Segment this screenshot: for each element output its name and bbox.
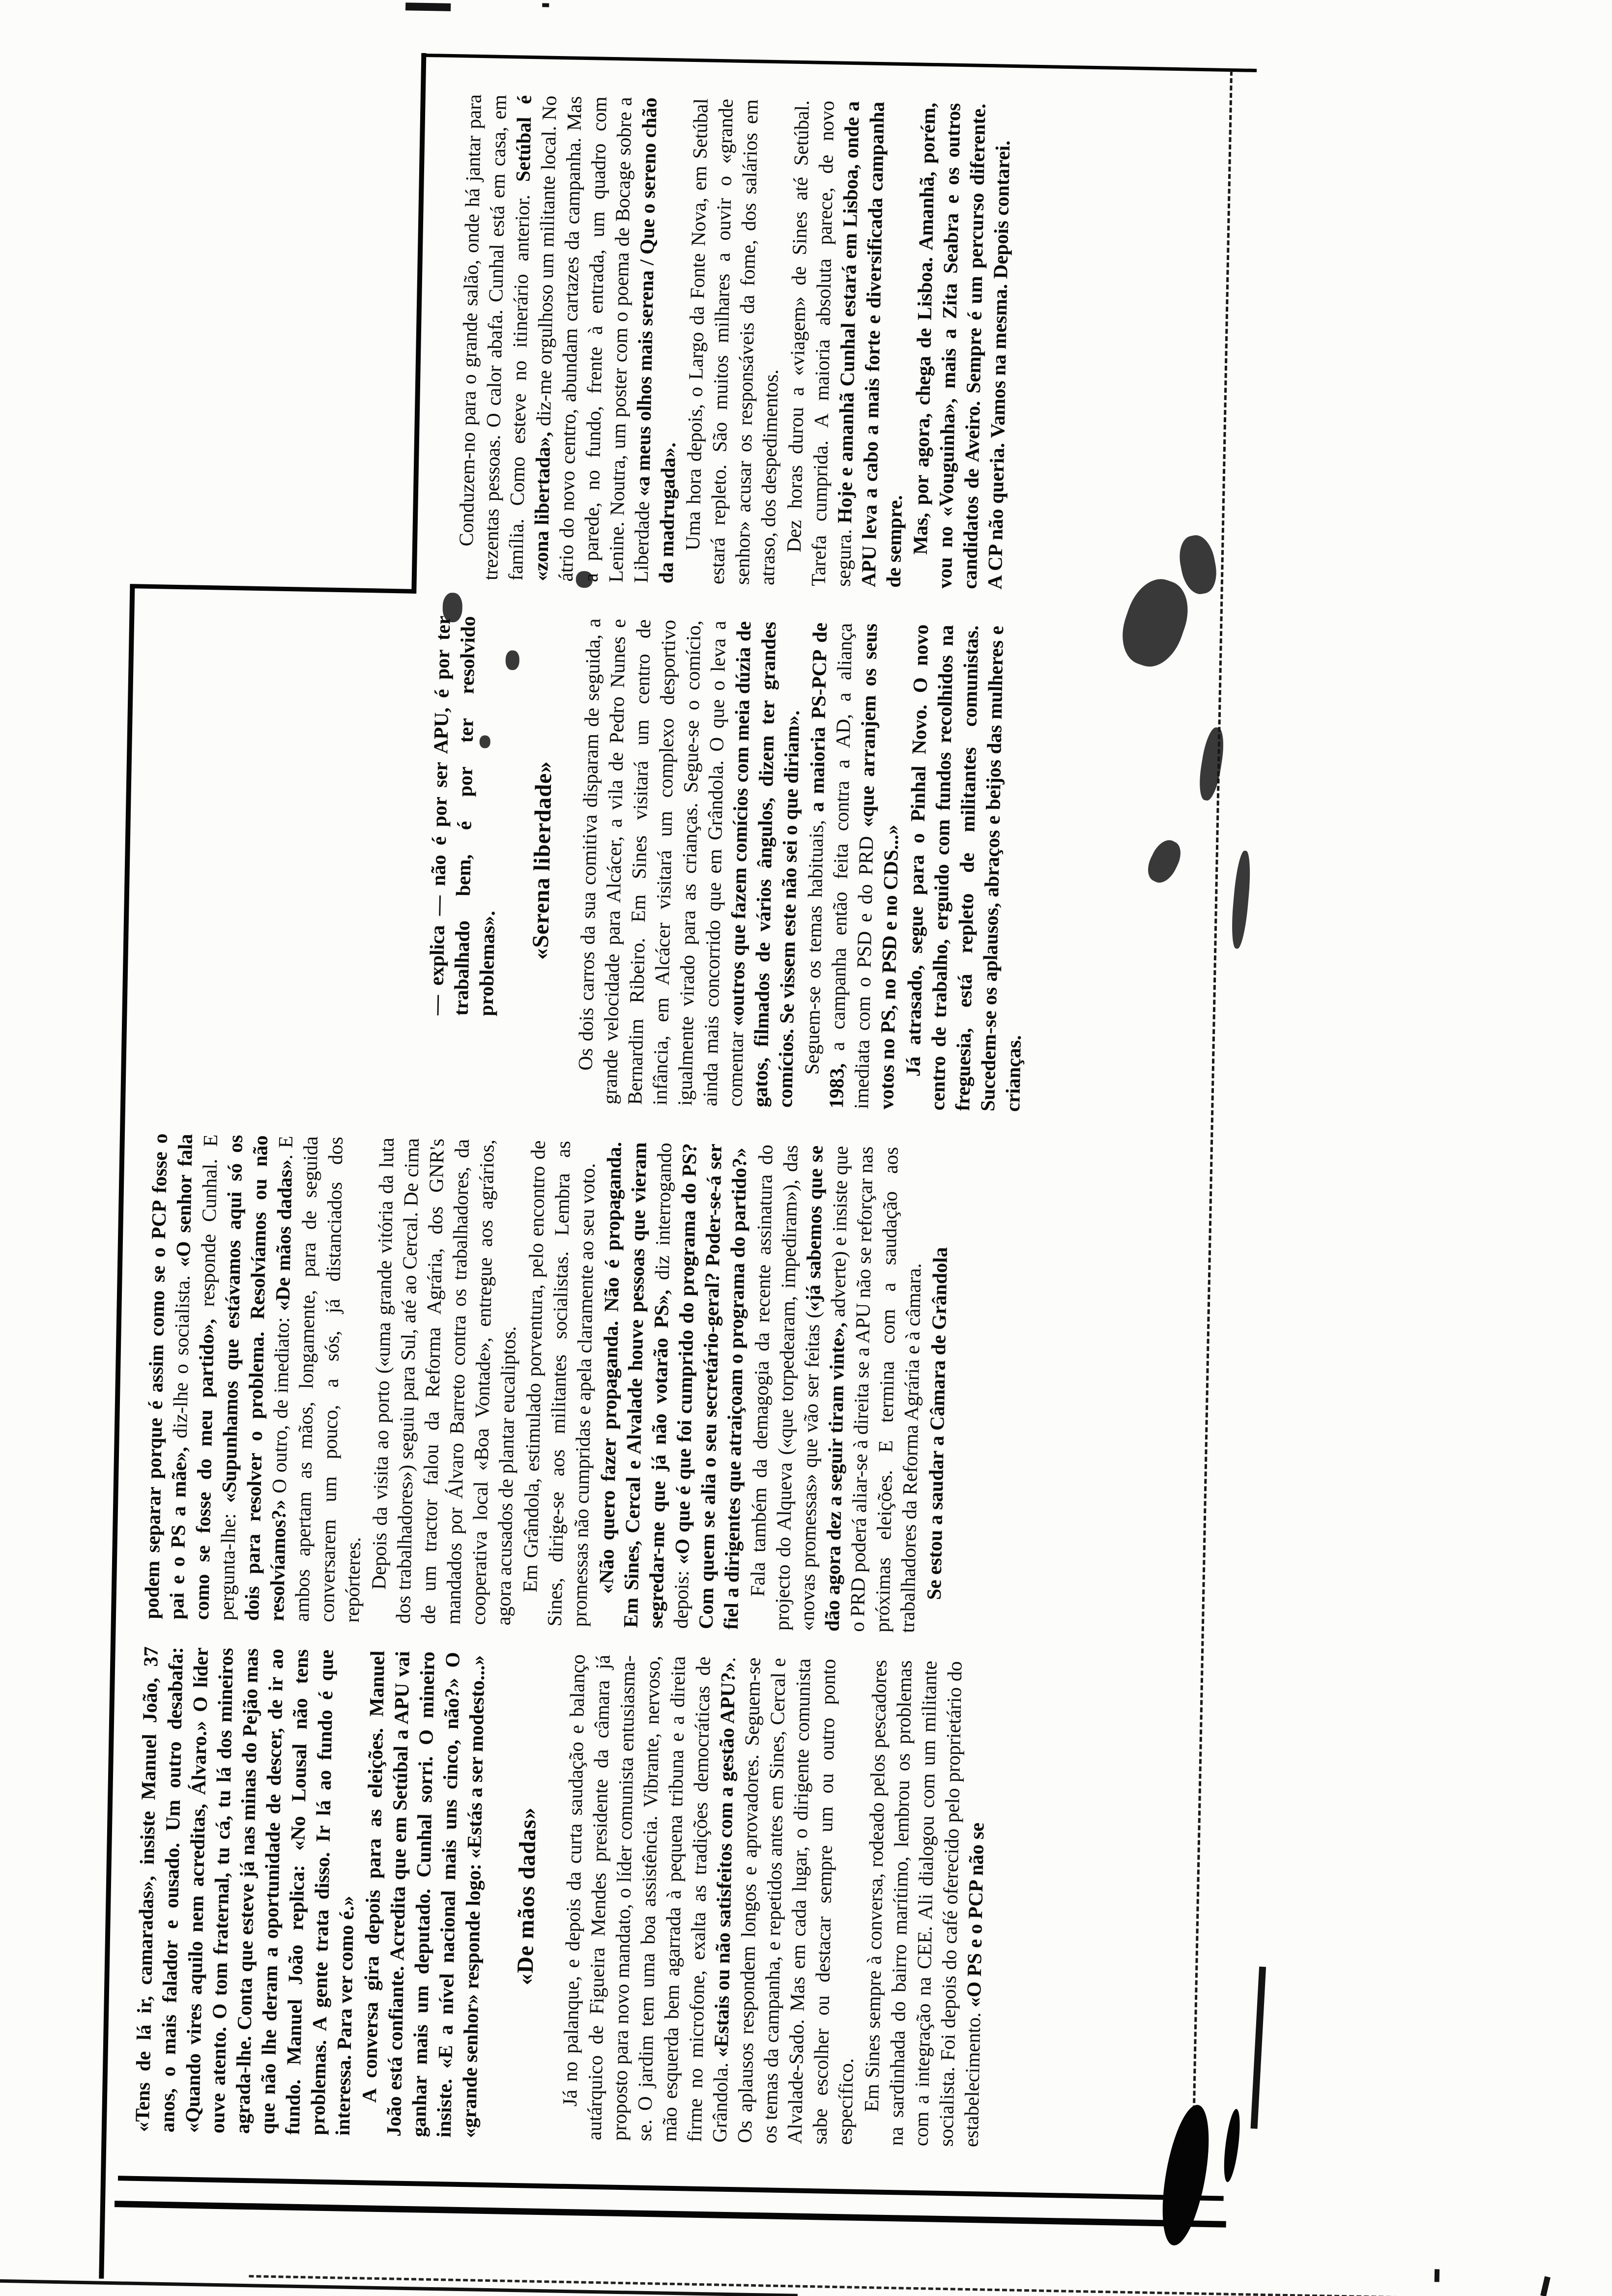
column-1 (130, 1646, 1185, 2151)
paragraph: Já atrasado, segue para o Pinhal Novo. O novo centro de trabalho, erguido com fundos recolhidos na freguesia, está repleto de militantes comunistas. Sucedem-se os aplausos, abraços e beijos das mulheres e crianças. (901, 624, 1025, 1112)
right-edge-rule (421, 54, 1257, 72)
paragraph: Mas, por agora, chega de Lisboa. Amanhã, porém, vou no «Vouguinha», mais a Zita Seabra e os outros candidatos de Aveiro. Sempre é um percurso diferente. A CP não queria. Vamos na mesma. Depois contarei. (908, 102, 1014, 590)
column-4 (158, 88, 1214, 593)
edge-speck (1540, 2276, 1551, 2296)
edge-speck (1435, 2269, 1439, 2282)
column-3 (148, 610, 1204, 1115)
column-2 (139, 1133, 1195, 1638)
paragraph: Depois da visita ao porto («uma grande vitória da luta dos trabalhadores») seguiu para Sul, até ao Cercal. De cima de um tractor falou da Reforma Agrária, dos GNR's mandados por Álvaro Barreto contra os trabalhadores, da cooperativa local «Boa Vontade», entregue aos agrários, agora acusados de plantar eucaliptos. (367, 1137, 520, 1626)
paragraph: Em Grândola, estimulado porventura, pelo encontro de Sines, dirige-se aos militantes socialistas. Lembra as promessas não cumpridas e apela claramente ao seu voto. (518, 1140, 600, 1627)
paragraph: podem separar porque é assim como se o PCP fosse o pai e o PS a mãe», diz-lhe o socialista. «O senhor fala como se fosse do meu partido», responde Cunhal. E pergunta-lhe: «Supunhamos que estávamos aqui só os dois para resolver o problema. Resolvíamos ou não resolvíamos?» O outro, de imediato: «De mãos dadas». E ambos apertam as mãos, longamente, para de seguida conversarem um pouco, a sós, já distanciados dos repórteres. (140, 1133, 365, 1623)
left-double-rule-outer (115, 2201, 1226, 2227)
left-margin-rule (0, 2279, 798, 2296)
paragraph: Fala também da demagogia da recente assinatura do projecto do Alqueva («que torpedearam, impediram»), das «novas promessas» que vão ser feitas («já sabemos que se dão agora dez a seguir tiram vinte», adverte) e insiste que o PRD poderá aliar-se à direita se a APU não se reforçar nas próximas eleições. E termina com a saudação aos trabalhadores da Reforma Agrária e à câmara. (746, 1144, 925, 1633)
paragraph: Os dois carros da sua comitiva disparam de seguida, a grande velocidade para Alcácer, a vila de Pedro Nunes e Bernardim Ribeiro. Em Sines visitará um centro de infância, em Alcácer visitará um complexo desportivo igualmente virado para as crianças. Segue-se o comício, ainda mais concorrido que em Grândola. O que o leva a comentar «outros que fazem comícios com meia dúzia de gatos, filmados de vários ângulos, dizem ter grandes comícios. Se vissem este não sei o que diriam». (574, 618, 804, 1108)
paragraph: Uma hora depois, o Largo da Fonte Nova, em Setúbal estará repleto. São muitos milhares a ouvir o «grande senhor» acusar os responsáveis da fome, dos salários em atraso, dos despedimentos. (681, 98, 782, 586)
paragraph: Seguem-se os temas habituais, a maioria PS-PCP de 1983, a campanha então feita contra a AD, a aliança imediata com o PSD e do PRD «que arranjem os seus votos no PS, no PSD e no CDS...» (800, 622, 903, 1110)
subhead: «Serena liberdade» (527, 760, 557, 960)
paragraph: Já no palanque, e depois da curta saudação e balanço autárquico de Figueira Mendes presidente da câmara já proposto para novo mandato, o líder comunista entusiasma-se. O jardim tem uma boa assistência. Vibrante, nervoso, mão esquerda bem agarrada à pequena tribuna e a direita firme no microfone, exalta as tradições democráticas de Grândola. «Estais ou não satisfeitos com a gestão APU?». Os aplausos respondem longos e aprovadores. Seguem-se os temas da campanha, e repetidos antes em Sines, Cercal e Alvalade-Sado. Mas em cada lugar, o dirigente comunista sabe escolher ou destacar sempre um ou outro ponto específico. (558, 1654, 858, 2145)
edge-speck (1251, 1967, 1267, 2129)
paragraph: Em Sines sempre à conversa, rodeado pelos pescadores na sardinhada do bairro marítimo, lembrou os problemas com a integração na CEE. Ali dialogou com um militante socialista. Foi depois do café oferecido pelo proprietário do estabelecimento. «O PS e o PCP não se (860, 1660, 988, 2148)
paragraph: «Não quero fazer propaganda. Não é propaganda. Em Sines, Cercal e Alvalade houve pessoas que vieram segredar-me que já não votarão PS», diz interrogando depois: «O que é que foi cumprido do programa do PS? Com quem se alia o seu secretário-geral? Poder-se-á ser fiel a dirigentes que atraiçoam o programa do partido?» (594, 1141, 751, 1630)
paragraph: — explica — não é por ser APU, é por ter trabalhado bem, é por ter resolvido problemas». (424, 615, 499, 1016)
ink-blob (1221, 2108, 1243, 2183)
paragraph: «Tens de lá ir, camaradas», insiste Manuel João, 37 anos, o mais falador e ousado. Um outro desabafa: «Quando vires aquilo nem acreditas, Álvaro.» O líder ouve atento. O tom fraternal, tu cá, tu lá dos mineiros agrada-lhe. Conta que esteve já nas minas do Pejão mas que não lhe deram a oportunidade de descer, de ir ao fundo. Manuel João replica: «No Lousal não tens problemas. A gente trata disso. Ir lá ao fundo é que interessa. Para ver como é.» (130, 1646, 358, 2136)
edge-speck (405, 2, 451, 11)
left-double-rule-inner (118, 2176, 1224, 2201)
edge-speck (542, 3, 549, 7)
page-edge-dashed-line (249, 2275, 1590, 2296)
paragraph: Se estou a saudar a Câmara de Grândola (922, 1247, 952, 1600)
paragraph: A conversa gira depois para as eleições. Manuel João está confiante. Acredita que em Setúbal a APU vai ganhar mais um deputado. Cunhal sorri. O mineiro insiste. «E a nível nacional mais uns cinco, não?» O «grande senhor» responde logo: «Estás a ser modesto...» (357, 1650, 489, 2138)
top-rule-step (130, 584, 416, 594)
top-rule (99, 584, 135, 2279)
smudge (1229, 850, 1252, 949)
paragraph: Conduzem-no para o grande salão, onde há jantar para trezentas pessoas. O calor abafa. Cunhal está em casa, em família. Como esteve no itinerário anterior. Setúbal é «zona libertada», diz-me orgulhoso um militante local. No átrio do novo centro, abundam cartazes da campanha. Mas a parede, no fundo, frente à entrada, um quadro com Lenine. Noutra, um poster com o poema de Bocage sobre a Liberdade «a meus olhos mais serena / Que o sereno chão da madrugada». (455, 94, 680, 584)
paragraph: Dez horas durou a «viagem» de Sines até Setúbal. Tarefa cumprida. A maioria absoluta parece, de novo segura. Hoje e amanhã Cunhal estará em Lisboa, onde a APU leva a cabo a mais forte e diversificada campanha de sempre. (782, 100, 907, 588)
subhead: «De mãos dadas» (512, 1807, 542, 1986)
